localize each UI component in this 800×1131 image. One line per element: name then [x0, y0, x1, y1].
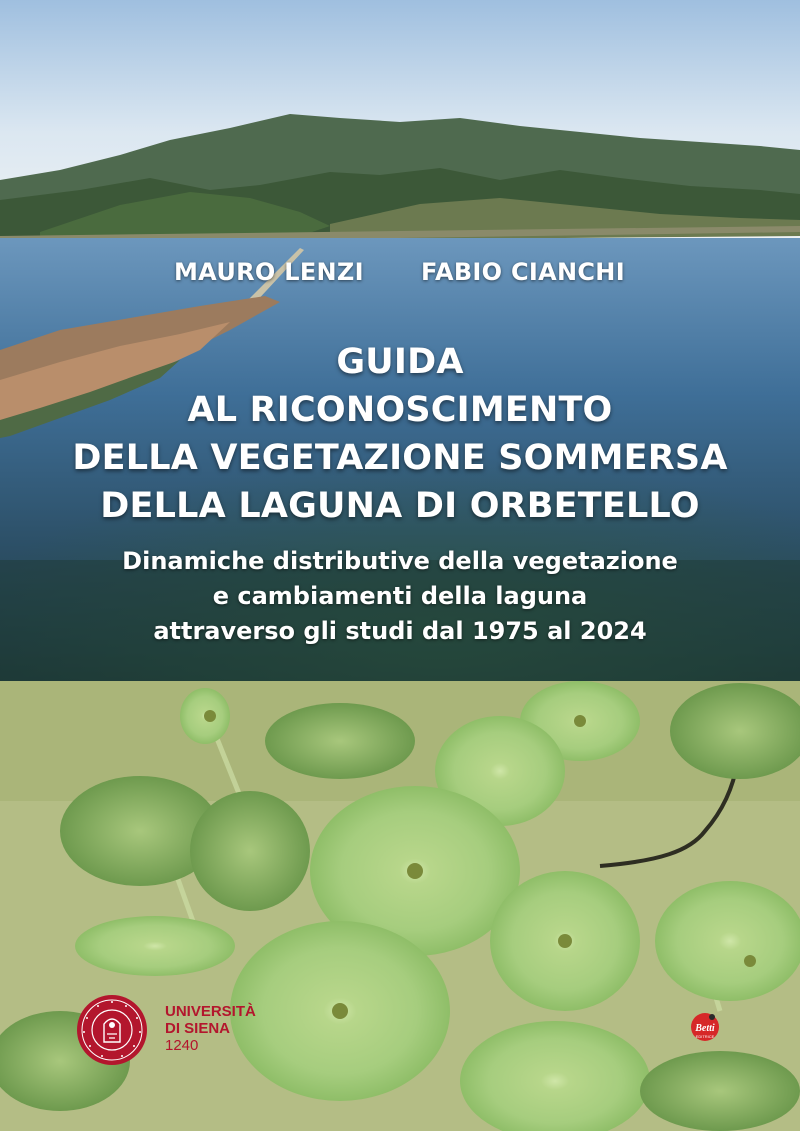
- subtitle-line: attraverso gli studi dal 1975 al 2024: [153, 617, 647, 645]
- title-line: DELLA LAGUNA DI ORBETELLO: [100, 486, 700, 526]
- university-seal-logo: [76, 994, 148, 1066]
- title-line: DELLA VEGETAZIONE SOMMERSA: [72, 438, 728, 478]
- svg-text:Betti: Betti: [695, 1023, 715, 1034]
- university-logo-text: [165, 1003, 256, 1054]
- university-year: 1240: [165, 1037, 199, 1054]
- title-line: GUIDA: [336, 342, 464, 382]
- svg-text:EDITRICE: EDITRICE: [695, 1034, 715, 1039]
- author-name: MAURO LENZI: [174, 258, 364, 286]
- book-title: [0, 338, 800, 530]
- university-name-line: UNIVERSITÀ: [165, 1003, 256, 1020]
- subtitle-line: Dinamiche distributive della vegetazione: [122, 547, 678, 575]
- subtitle-line: e cambiamenti della laguna: [212, 582, 588, 610]
- publisher-logo: [690, 1012, 720, 1048]
- university-name-line: DI SIENA: [165, 1020, 231, 1037]
- title-line: AL RICONOSCIMENTO: [187, 390, 613, 430]
- book-subtitle: [0, 544, 800, 649]
- author-name: FABIO CIANCHI: [421, 258, 625, 286]
